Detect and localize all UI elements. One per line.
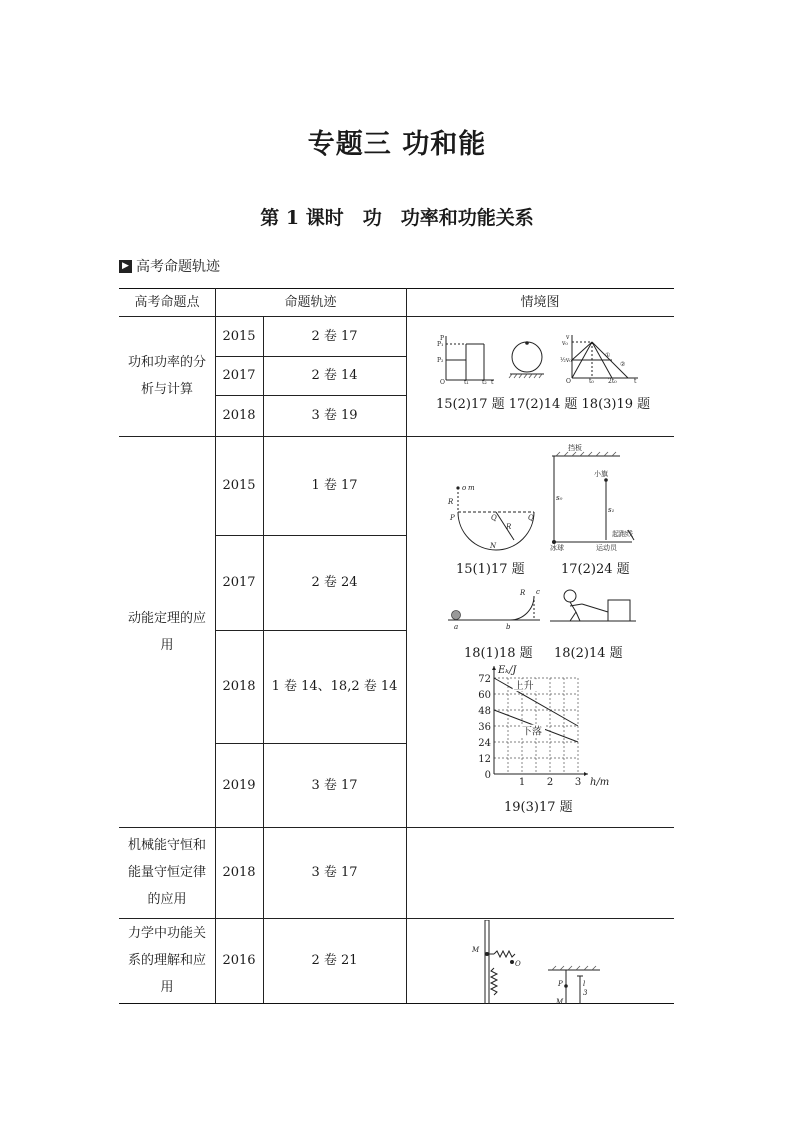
track-cell: 3 卷 19 bbox=[311, 408, 358, 423]
point-b-label: b bbox=[506, 623, 511, 631]
figure-caption: 17(2)24 题 bbox=[561, 562, 630, 577]
series-label: 上升 bbox=[513, 681, 534, 693]
point-n-label: N bbox=[490, 542, 497, 550]
length-l-label: l bbox=[583, 980, 586, 988]
figure-caption: 15(1)17 题 bbox=[456, 562, 525, 577]
s0-label: s₀ bbox=[556, 494, 563, 502]
t2-label: t₂ bbox=[482, 379, 487, 384]
half-v0-label: ½v₀ bbox=[560, 357, 572, 364]
center-q-label: Q bbox=[491, 514, 497, 522]
track-cell: 1 卷 17 bbox=[311, 478, 358, 493]
track-cell: 3 卷 17 bbox=[311, 865, 358, 880]
x-tick-label: 3 bbox=[574, 777, 582, 788]
p2-label: P₂ bbox=[437, 357, 444, 364]
y-tick-label: 24 bbox=[478, 738, 491, 749]
year-cell: 2015 bbox=[222, 328, 256, 344]
s1-label: s₁ bbox=[608, 506, 615, 514]
mass-m-label: m bbox=[468, 484, 475, 492]
two-t0-label: 2t₀ bbox=[608, 378, 617, 384]
year-cell: 2018 bbox=[222, 408, 256, 423]
topic-cell: 功和功率的分析与计算 bbox=[127, 355, 206, 397]
velocity-time-figure bbox=[560, 332, 640, 384]
line-1-marker: ① bbox=[605, 352, 611, 359]
axis-t-label: t bbox=[634, 378, 637, 384]
page-title: 专题三 功和能 bbox=[307, 129, 487, 160]
ring-on-ground-figure bbox=[508, 336, 546, 382]
power-time-figure bbox=[436, 332, 496, 384]
header-track: 命题轨迹 bbox=[284, 294, 337, 310]
y-tick-label: 12 bbox=[478, 754, 491, 765]
topic-cell: 动能定理的应用 bbox=[127, 610, 206, 653]
track-cell: 1 卷 14、18,2 卷 14 bbox=[271, 679, 398, 694]
figure-caption: 19(3)17 题 bbox=[504, 800, 573, 815]
year-cell: 2019 bbox=[222, 777, 256, 793]
year-cell: 2016 bbox=[222, 953, 256, 968]
t1-label: t₁ bbox=[464, 379, 469, 384]
track-cell: 2 卷 14 bbox=[311, 368, 358, 383]
y-axis-arrow bbox=[492, 666, 496, 670]
line-2-marker: ② bbox=[620, 361, 626, 368]
year-cell: 2017 bbox=[222, 368, 256, 383]
puck-label: 冰球 bbox=[550, 544, 564, 552]
x-axis-arrow bbox=[584, 772, 588, 776]
header-topic: 高考命题点 bbox=[134, 294, 200, 310]
track-cell: 2 卷 24 bbox=[311, 575, 358, 590]
start-line-label: 起跑线 bbox=[612, 530, 633, 538]
x-tick-label: 1 bbox=[518, 777, 526, 788]
point-q-label: Q bbox=[528, 514, 534, 522]
figure-caption: 18(2)14 题 bbox=[554, 646, 623, 661]
origin-label: O bbox=[440, 379, 445, 384]
point-o-label: O bbox=[515, 960, 521, 968]
axis-t-label: t bbox=[491, 379, 494, 384]
section-label: 高考命题轨迹 bbox=[136, 259, 220, 275]
track-cell: 2 卷 17 bbox=[311, 328, 358, 344]
figure-caption: 18(1)18 题 bbox=[464, 646, 533, 661]
radius-r-label: R bbox=[520, 589, 526, 597]
track-cell: 3 卷 17 bbox=[311, 777, 358, 793]
ek-height-chart bbox=[466, 664, 646, 788]
origin-label: O bbox=[566, 378, 571, 384]
y-tick-label: 36 bbox=[478, 722, 491, 733]
y-tick-label: 60 bbox=[478, 690, 491, 701]
header-figure: 情境图 bbox=[520, 294, 560, 310]
x-axis-label: h/m bbox=[590, 777, 610, 788]
track-cell: 2 卷 21 bbox=[311, 953, 358, 968]
radius-r-label: R bbox=[506, 523, 512, 531]
semicircle-track-figure bbox=[444, 482, 536, 552]
column-divider bbox=[406, 288, 407, 1003]
baffle-label: 挡板 bbox=[568, 444, 582, 452]
length-denominator-label: 3 bbox=[583, 989, 588, 997]
ball-ramp-figure bbox=[446, 586, 542, 632]
t0-label: t₀ bbox=[589, 378, 594, 384]
height-r-label: R bbox=[448, 498, 454, 506]
axis-v-label: v bbox=[566, 334, 570, 341]
lesson-subtitle: 第 1 课时 功 功率和功能关系 bbox=[260, 207, 534, 229]
pulling-box-figure bbox=[548, 588, 638, 628]
point-p-label: P bbox=[450, 514, 455, 522]
figure-caption: 15(2)17 题 17(2)14 题 18(3)19 题 bbox=[436, 397, 651, 412]
section-heading bbox=[119, 256, 220, 276]
series-label: 下落 bbox=[522, 726, 542, 738]
y-axis-label: Eₖ/J bbox=[498, 665, 517, 676]
y-tick-label: 48 bbox=[478, 706, 491, 717]
y-tick-label: 72 bbox=[478, 674, 491, 685]
year-cell: 2018 bbox=[222, 679, 256, 694]
hanging-rope-figure bbox=[544, 964, 604, 1004]
flag-label: 小旗 bbox=[594, 470, 608, 478]
p1-label: P₁ bbox=[437, 341, 444, 348]
play-triangle-icon: ▶ bbox=[119, 260, 132, 273]
point-c-label: c bbox=[536, 588, 540, 596]
y-tick-label: 0 bbox=[484, 770, 491, 781]
year-cell: 2017 bbox=[222, 575, 256, 590]
spring-rod-figure bbox=[464, 920, 534, 1004]
year-cell: 2015 bbox=[222, 478, 256, 493]
point-p-label: P bbox=[558, 980, 563, 988]
athlete-label: 运动员 bbox=[596, 544, 617, 552]
axis-p-label: P bbox=[440, 335, 445, 342]
point-a-label: a bbox=[454, 623, 459, 631]
point-m-label: M bbox=[472, 946, 480, 954]
x-tick-label: 2 bbox=[546, 777, 554, 788]
topic-cell: 力学中功能关系的理解和应用 bbox=[127, 926, 206, 995]
topic-cell: 机械能守恒和能量守恒定律的应用 bbox=[127, 838, 206, 907]
v0-label: v₀ bbox=[562, 340, 568, 347]
ice-hockey-figure bbox=[548, 440, 640, 552]
point-m-label: M bbox=[556, 998, 564, 1004]
point-o-label: o bbox=[462, 484, 467, 492]
year-cell: 2018 bbox=[222, 865, 256, 880]
